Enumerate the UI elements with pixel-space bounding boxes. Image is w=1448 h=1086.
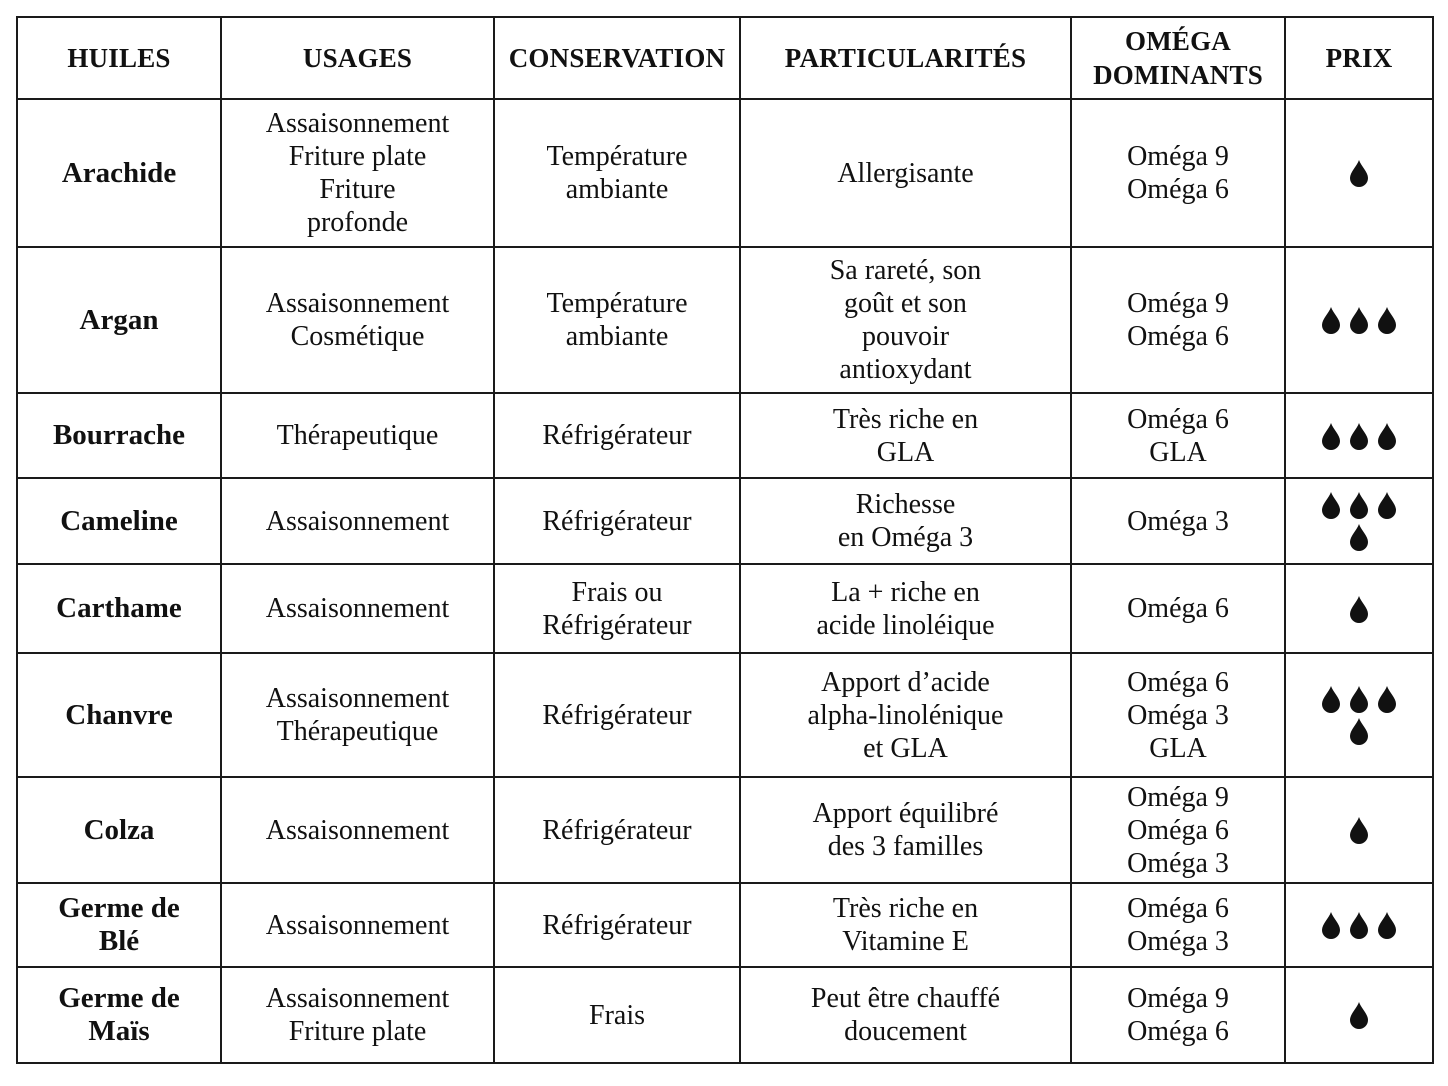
cell-conservation — [494, 967, 740, 1063]
cell-omega-line: Oméga 3 — [1127, 505, 1229, 537]
cell-usages — [221, 564, 494, 653]
oil-drop-icon — [1345, 421, 1373, 451]
cell-usages-line: Thérapeutique — [276, 716, 439, 747]
cell-huile — [17, 967, 221, 1063]
cell-omega-line: Oméga 3 — [1127, 699, 1229, 731]
oil-drop-icon — [1373, 305, 1401, 335]
oils-table-container — [16, 16, 1432, 1064]
cell-huile — [17, 247, 221, 393]
cell-particularites-line: Vitamine E — [842, 926, 969, 957]
cell-huile-line: Carthame — [56, 592, 182, 624]
oil-drop-icon — [1345, 684, 1373, 714]
cell-conservation — [494, 478, 740, 564]
cell-usages — [221, 777, 494, 883]
cell-huile-line: Arachide — [61, 156, 177, 189]
cell-particularites — [740, 967, 1071, 1063]
cell-huile — [17, 478, 221, 564]
table-row — [17, 99, 1433, 247]
cell-omega — [1071, 967, 1285, 1063]
cell-usages — [221, 99, 494, 247]
cell-conservation — [494, 393, 740, 478]
cell-conservation-line: Réfrigérateur — [542, 420, 692, 451]
price-rating — [1317, 815, 1401, 845]
header-row — [17, 17, 1433, 99]
cell-omega-line: Oméga 6 — [1127, 403, 1229, 435]
cell-particularites — [740, 478, 1071, 564]
cell-huile-line: Cameline — [60, 504, 178, 537]
cell-conservation-line: Réfrigérateur — [542, 609, 692, 641]
cell-usages-line: Assaisonnement — [265, 983, 450, 1014]
cell-huile-line: Maïs — [88, 1015, 150, 1047]
cell-usages-line: Assaisonnement — [265, 909, 450, 941]
cell-omega-line: Oméga 6 — [1127, 814, 1229, 846]
cell-particularites — [740, 247, 1071, 393]
table-row — [17, 883, 1433, 967]
cell-conservation — [494, 99, 740, 247]
oil-drop-icon — [1373, 684, 1401, 714]
cell-prix — [1285, 967, 1433, 1063]
oil-drop-icon — [1345, 305, 1373, 335]
cell-usages-line: Thérapeutique — [276, 420, 439, 451]
cell-usages — [221, 478, 494, 564]
oil-drop-icon — [1317, 305, 1345, 335]
cell-particularites-line: goût et son — [844, 288, 967, 319]
header-omega-line: DOMINANTS — [1093, 60, 1263, 90]
cell-conservation-line: Température — [546, 141, 688, 172]
header-huiles: HUILES — [17, 17, 221, 99]
oil-drop-icon — [1373, 910, 1401, 940]
cell-conservation-line: Réfrigérateur — [542, 699, 692, 731]
cell-particularites-line: Allergisante — [837, 157, 974, 189]
cell-prix — [1285, 393, 1433, 478]
cell-particularites-line: doucement — [844, 1016, 967, 1047]
cell-prix — [1285, 564, 1433, 653]
price-rating — [1317, 490, 1401, 552]
oil-drop-icon — [1345, 522, 1373, 552]
cell-conservation-line: Température — [546, 288, 688, 319]
cell-particularites-line: antioxydant — [839, 354, 972, 385]
cell-conservation-line: Frais ou — [571, 576, 663, 608]
cell-usages-line: Assaisonnement — [265, 814, 450, 846]
cell-particularites-line: Sa rareté, son — [829, 255, 982, 286]
header-prix: PRIX — [1285, 17, 1433, 99]
cell-conservation-line: ambiante — [565, 321, 669, 352]
cell-particularites — [740, 883, 1071, 967]
cell-usages — [221, 393, 494, 478]
cell-usages-line: Assaisonnement — [265, 683, 450, 714]
cell-conservation-line: Frais — [589, 999, 645, 1031]
table-row — [17, 247, 1433, 393]
cell-particularites-line: Apport équilibré — [812, 798, 999, 829]
cell-huile — [17, 777, 221, 883]
cell-omega-line: Oméga 3 — [1127, 926, 1229, 957]
cell-conservation — [494, 883, 740, 967]
cell-particularites-line: GLA — [876, 436, 935, 468]
cell-usages-line: Cosmétique — [290, 321, 425, 352]
oil-drop-icon — [1317, 421, 1345, 451]
cell-particularites-line: des 3 familles — [827, 831, 984, 862]
cell-omega-line: Oméga 6 — [1127, 666, 1229, 698]
header-omega-dominants — [1071, 17, 1285, 99]
header-conservation: CONSERVATION — [494, 17, 740, 99]
cell-prix — [1285, 247, 1433, 393]
cell-particularites — [740, 99, 1071, 247]
cell-usages — [221, 883, 494, 967]
cell-conservation-line: Réfrigérateur — [542, 909, 692, 941]
oils-table — [16, 16, 1434, 1064]
cell-particularites-line: Très riche en — [832, 893, 979, 924]
cell-particularites-line: Peut être chauffé — [810, 983, 1001, 1014]
cell-huile-line: Blé — [98, 925, 140, 957]
cell-huile — [17, 883, 221, 967]
oil-drop-icon — [1345, 815, 1373, 845]
cell-particularites-line: Apport d’acide — [821, 666, 990, 698]
cell-particularites — [740, 653, 1071, 777]
cell-usages-line: Friture plate — [288, 1016, 427, 1047]
cell-huile — [17, 564, 221, 653]
cell-huile-line: Chanvre — [65, 698, 173, 731]
price-rating — [1317, 421, 1401, 451]
oil-drop-icon — [1345, 910, 1373, 940]
cell-prix — [1285, 653, 1433, 777]
cell-prix — [1285, 99, 1433, 247]
cell-omega-line: Oméga 9 — [1127, 781, 1229, 813]
cell-omega-line: Oméga 9 — [1127, 288, 1229, 319]
cell-omega-line: Oméga 6 — [1127, 321, 1229, 352]
oil-drop-icon — [1373, 490, 1401, 520]
cell-omega-line: Oméga 6 — [1127, 593, 1229, 624]
cell-huile-line: Germe de — [58, 892, 180, 924]
table-row — [17, 777, 1433, 883]
table-row — [17, 478, 1433, 564]
cell-omega-line: Oméga 6 — [1127, 174, 1229, 205]
cell-prix — [1285, 478, 1433, 564]
cell-usages-line: Friture plate — [288, 141, 427, 172]
oil-drop-icon — [1345, 594, 1373, 624]
cell-particularites — [740, 564, 1071, 653]
cell-usages-line: Assaisonnement — [265, 108, 450, 139]
cell-conservation — [494, 247, 740, 393]
table-body — [17, 99, 1433, 1063]
cell-particularites — [740, 777, 1071, 883]
cell-omega-line: Oméga 9 — [1127, 141, 1229, 172]
cell-huile-line: Germe de — [58, 982, 180, 1014]
cell-particularites-line: pouvoir — [861, 321, 950, 352]
cell-omega-line: Oméga 9 — [1127, 983, 1229, 1014]
cell-conservation-line: ambiante — [565, 174, 669, 205]
cell-huile — [17, 99, 221, 247]
cell-usages-line: Assaisonnement — [265, 593, 450, 624]
cell-usages — [221, 967, 494, 1063]
cell-conservation-line: Réfrigérateur — [542, 814, 692, 846]
cell-conservation — [494, 777, 740, 883]
cell-omega — [1071, 777, 1285, 883]
cell-huile — [17, 653, 221, 777]
cell-omega-line: Oméga 6 — [1127, 893, 1229, 924]
cell-usages-line: Assaisonnement — [265, 288, 450, 319]
oil-drop-icon — [1345, 716, 1373, 746]
price-rating — [1317, 158, 1401, 188]
cell-huile-line: Argan — [79, 303, 159, 336]
cell-omega — [1071, 883, 1285, 967]
cell-omega-line: Oméga 3 — [1127, 847, 1229, 879]
oil-drop-icon — [1345, 1000, 1373, 1030]
cell-conservation-line: Réfrigérateur — [542, 505, 692, 537]
price-rating — [1317, 1000, 1401, 1030]
cell-usages-line: Assaisonnement — [265, 505, 450, 537]
oil-drop-icon — [1317, 490, 1345, 520]
cell-omega — [1071, 653, 1285, 777]
cell-particularites-line: Richesse — [855, 489, 956, 520]
header-omega-line: OMÉGA — [1125, 26, 1231, 56]
cell-omega-line: GLA — [1149, 732, 1207, 764]
cell-omega — [1071, 247, 1285, 393]
cell-particularites-line: alpha-linolénique — [807, 699, 1004, 731]
cell-conservation — [494, 653, 740, 777]
cell-particularites — [740, 393, 1071, 478]
table-row — [17, 393, 1433, 478]
header-particularites: PARTICULARITÉS — [740, 17, 1071, 99]
header-usages: USAGES — [221, 17, 494, 99]
cell-omega — [1071, 564, 1285, 653]
cell-particularites-line: et GLA — [863, 732, 948, 764]
oil-drop-icon — [1317, 684, 1345, 714]
cell-usages — [221, 247, 494, 393]
table-row — [17, 564, 1433, 653]
cell-particularites-line: acide linoléique — [816, 609, 995, 641]
cell-omega — [1071, 99, 1285, 247]
oil-drop-icon — [1345, 490, 1373, 520]
oil-drop-icon — [1317, 910, 1345, 940]
cell-omega — [1071, 478, 1285, 564]
cell-huile — [17, 393, 221, 478]
price-rating — [1317, 594, 1401, 624]
price-rating — [1317, 910, 1401, 940]
oil-drop-icon — [1345, 158, 1373, 188]
cell-particularites-line: La + riche en — [831, 576, 980, 608]
cell-prix — [1285, 777, 1433, 883]
cell-huile-line: Bourrache — [52, 419, 186, 451]
cell-omega-line: GLA — [1149, 436, 1207, 468]
cell-usages — [221, 653, 494, 777]
price-rating — [1317, 305, 1401, 335]
oil-drop-icon — [1373, 421, 1401, 451]
table-row — [17, 653, 1433, 777]
price-rating — [1317, 684, 1401, 746]
cell-particularites-line: Très riche en — [832, 403, 979, 435]
cell-omega-line: Oméga 6 — [1127, 1016, 1229, 1047]
cell-huile-line: Colza — [83, 813, 155, 846]
cell-usages-line: profonde — [306, 207, 409, 238]
table-row — [17, 967, 1433, 1063]
cell-conservation — [494, 564, 740, 653]
cell-prix — [1285, 883, 1433, 967]
cell-usages-line: Friture — [319, 174, 396, 205]
cell-particularites-line: en Oméga 3 — [837, 522, 974, 553]
cell-omega — [1071, 393, 1285, 478]
